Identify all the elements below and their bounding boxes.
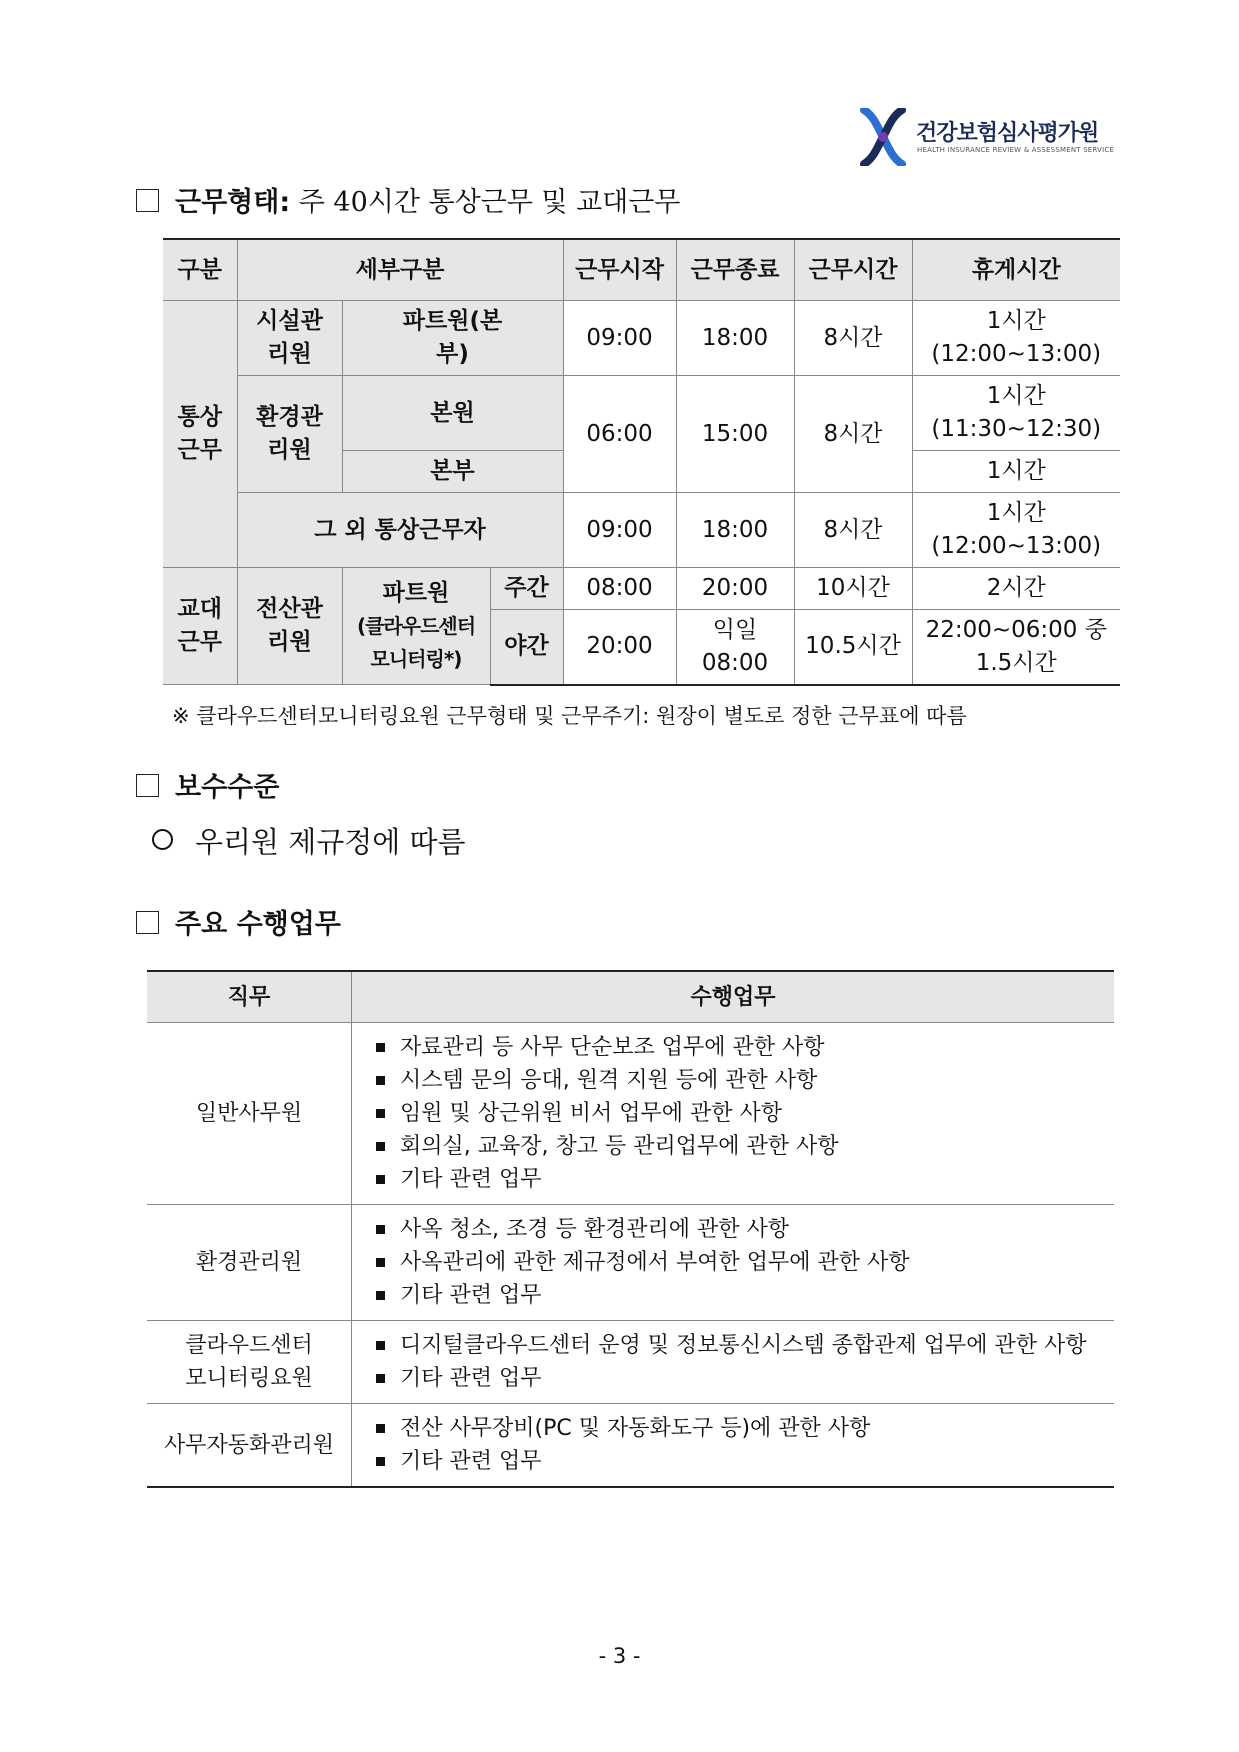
shift-night-label: 야간: [490, 610, 563, 685]
group-shift: 교대근무: [163, 568, 237, 685]
table-header-row: [163, 239, 1120, 301]
organization-logo-icon: [860, 108, 906, 166]
role-cell: 환경관리원: [147, 1205, 352, 1321]
section-pay: [136, 765, 279, 804]
list-item: 기타 관련 업무: [370, 1362, 1108, 1395]
list-item: 기타 관련 업무: [370, 1279, 1108, 1312]
page-number: - 3 -: [598, 1644, 641, 1668]
table-header-row: [147, 971, 1114, 1023]
header-hours: 근무시간: [794, 239, 912, 301]
table-row: [163, 376, 1120, 451]
section-duties: [136, 902, 341, 941]
rest-cell: 22:00~06:00 중 1.5시간: [912, 610, 1120, 685]
role-it: 전산관리원: [237, 568, 342, 685]
schedule-note: ※ 클라우드센터모니터링요원 근무형태 및 근무주기: 원장이 별도로 정한 근무표에 따름: [172, 704, 967, 728]
pay-item: [152, 820, 466, 861]
circle-bullet-icon: [152, 829, 173, 850]
header-category: 구분: [163, 239, 237, 301]
group-regular: 통상근무: [163, 301, 237, 568]
tasks-cell: [352, 1205, 1115, 1321]
role-env: 환경관리원: [237, 376, 342, 493]
hours-cell: 8시간: [794, 493, 912, 568]
list-item: 시스템 문의 응대, 원격 지원 등에 관한 사항: [370, 1064, 1108, 1097]
logo: [860, 108, 1115, 166]
list-item: 임원 및 상근위원 비서 업무에 관한 사항: [370, 1097, 1108, 1130]
tasks-cell: [352, 1404, 1115, 1488]
start-cell: 08:00: [563, 568, 676, 610]
sub-it: 파트원 (클라우드센터 모니터링*): [342, 568, 490, 685]
rest-cell: 1시간 (12:00~13:00): [912, 301, 1120, 376]
work-heading-bold: 근무형태:: [175, 187, 291, 218]
checkbox-square-icon: [136, 911, 159, 934]
header-subcategory: 세부구분: [237, 239, 563, 301]
work-heading-rest: 주 40시간 통상근무 및 교대근무: [290, 187, 681, 218]
table-row: [147, 1404, 1114, 1488]
hours-cell: 8시간: [794, 376, 912, 493]
pay-heading: 보수수준: [175, 772, 280, 803]
header-rest: 휴게시간: [912, 239, 1120, 301]
checkbox-square-icon: [136, 189, 159, 212]
logo-name: 건강보험심사평가원: [916, 121, 1099, 146]
logo-subtitle: HEALTH INSURANCE REVIEW & ASSESSMENT SERVICE: [917, 146, 1115, 154]
header-tasks: 수행업무: [352, 971, 1115, 1023]
tasks-cell: [352, 1023, 1115, 1205]
sub-env-main: 본원: [342, 376, 563, 451]
end-cell: 20:00: [676, 568, 794, 610]
header-role: 직무: [147, 971, 352, 1023]
rest-cell: 2시간: [912, 568, 1120, 610]
checkbox-square-icon: [136, 774, 159, 797]
hours-cell: 8시간: [794, 301, 912, 376]
section-work-type: [136, 180, 680, 219]
table-row: [147, 1205, 1114, 1321]
rest-cell: 1시간 (11:30~12:30): [912, 376, 1120, 451]
table-row: [163, 493, 1120, 568]
role-cell: 클라우드센터 모니터링요원: [147, 1321, 352, 1404]
shift-day-label: 주간: [490, 568, 563, 610]
sub-facility: 파트원(본부): [342, 301, 563, 376]
table-row: [163, 568, 1120, 610]
table-row: [147, 1023, 1114, 1205]
end-cell: 18:00: [676, 493, 794, 568]
role-facility: 시설관리원: [237, 301, 342, 376]
header-start: 근무시작: [563, 239, 676, 301]
rest-cell: 1시간: [912, 451, 1120, 493]
start-cell: 20:00: [563, 610, 676, 685]
list-item: 기타 관련 업무: [370, 1163, 1108, 1196]
list-item: 자료관리 등 사무 단순보조 업무에 관한 사항: [370, 1031, 1108, 1064]
role-cell: 사무자동화관리원: [147, 1404, 352, 1488]
table-row: [147, 1321, 1114, 1404]
tasks-cell: [352, 1321, 1115, 1404]
list-item: 기타 관련 업무: [370, 1445, 1108, 1478]
start-cell: 09:00: [563, 301, 676, 376]
role-cell: 일반사무원: [147, 1023, 352, 1205]
hours-cell: 10시간: [794, 568, 912, 610]
table-row: [163, 301, 1120, 376]
start-cell: 06:00: [563, 376, 676, 493]
list-item: 회의실, 교육장, 창고 등 관리업무에 관한 사항: [370, 1130, 1108, 1163]
pay-item-text: 우리원 제규정에 따름: [195, 825, 466, 859]
sub-env-branch: 본부: [342, 451, 563, 493]
duties-heading: 주요 수행업무: [175, 909, 341, 940]
list-item: 사옥관리에 관한 제규정에서 부여한 업무에 관한 사항: [370, 1246, 1108, 1279]
end-cell: 18:00: [676, 301, 794, 376]
header-end: 근무종료: [676, 239, 794, 301]
duties-table: [147, 970, 1114, 1488]
work-schedule-table: [163, 238, 1120, 686]
list-item: 디지털클라우드센터 운영 및 정보통신시스템 종합관제 업무에 관한 사항: [370, 1329, 1108, 1362]
hours-cell: 10.5시간: [794, 610, 912, 685]
end-cell: 익일 08:00: [676, 610, 794, 685]
rest-cell: 1시간 (12:00~13:00): [912, 493, 1120, 568]
others-label: 그 외 통상근무자: [237, 493, 563, 568]
end-cell: 15:00: [676, 376, 794, 493]
list-item: 사옥 청소, 조경 등 환경관리에 관한 사항: [370, 1213, 1108, 1246]
list-item: 전산 사무장비(PC 및 자동화도구 등)에 관한 사항: [370, 1412, 1108, 1445]
start-cell: 09:00: [563, 493, 676, 568]
